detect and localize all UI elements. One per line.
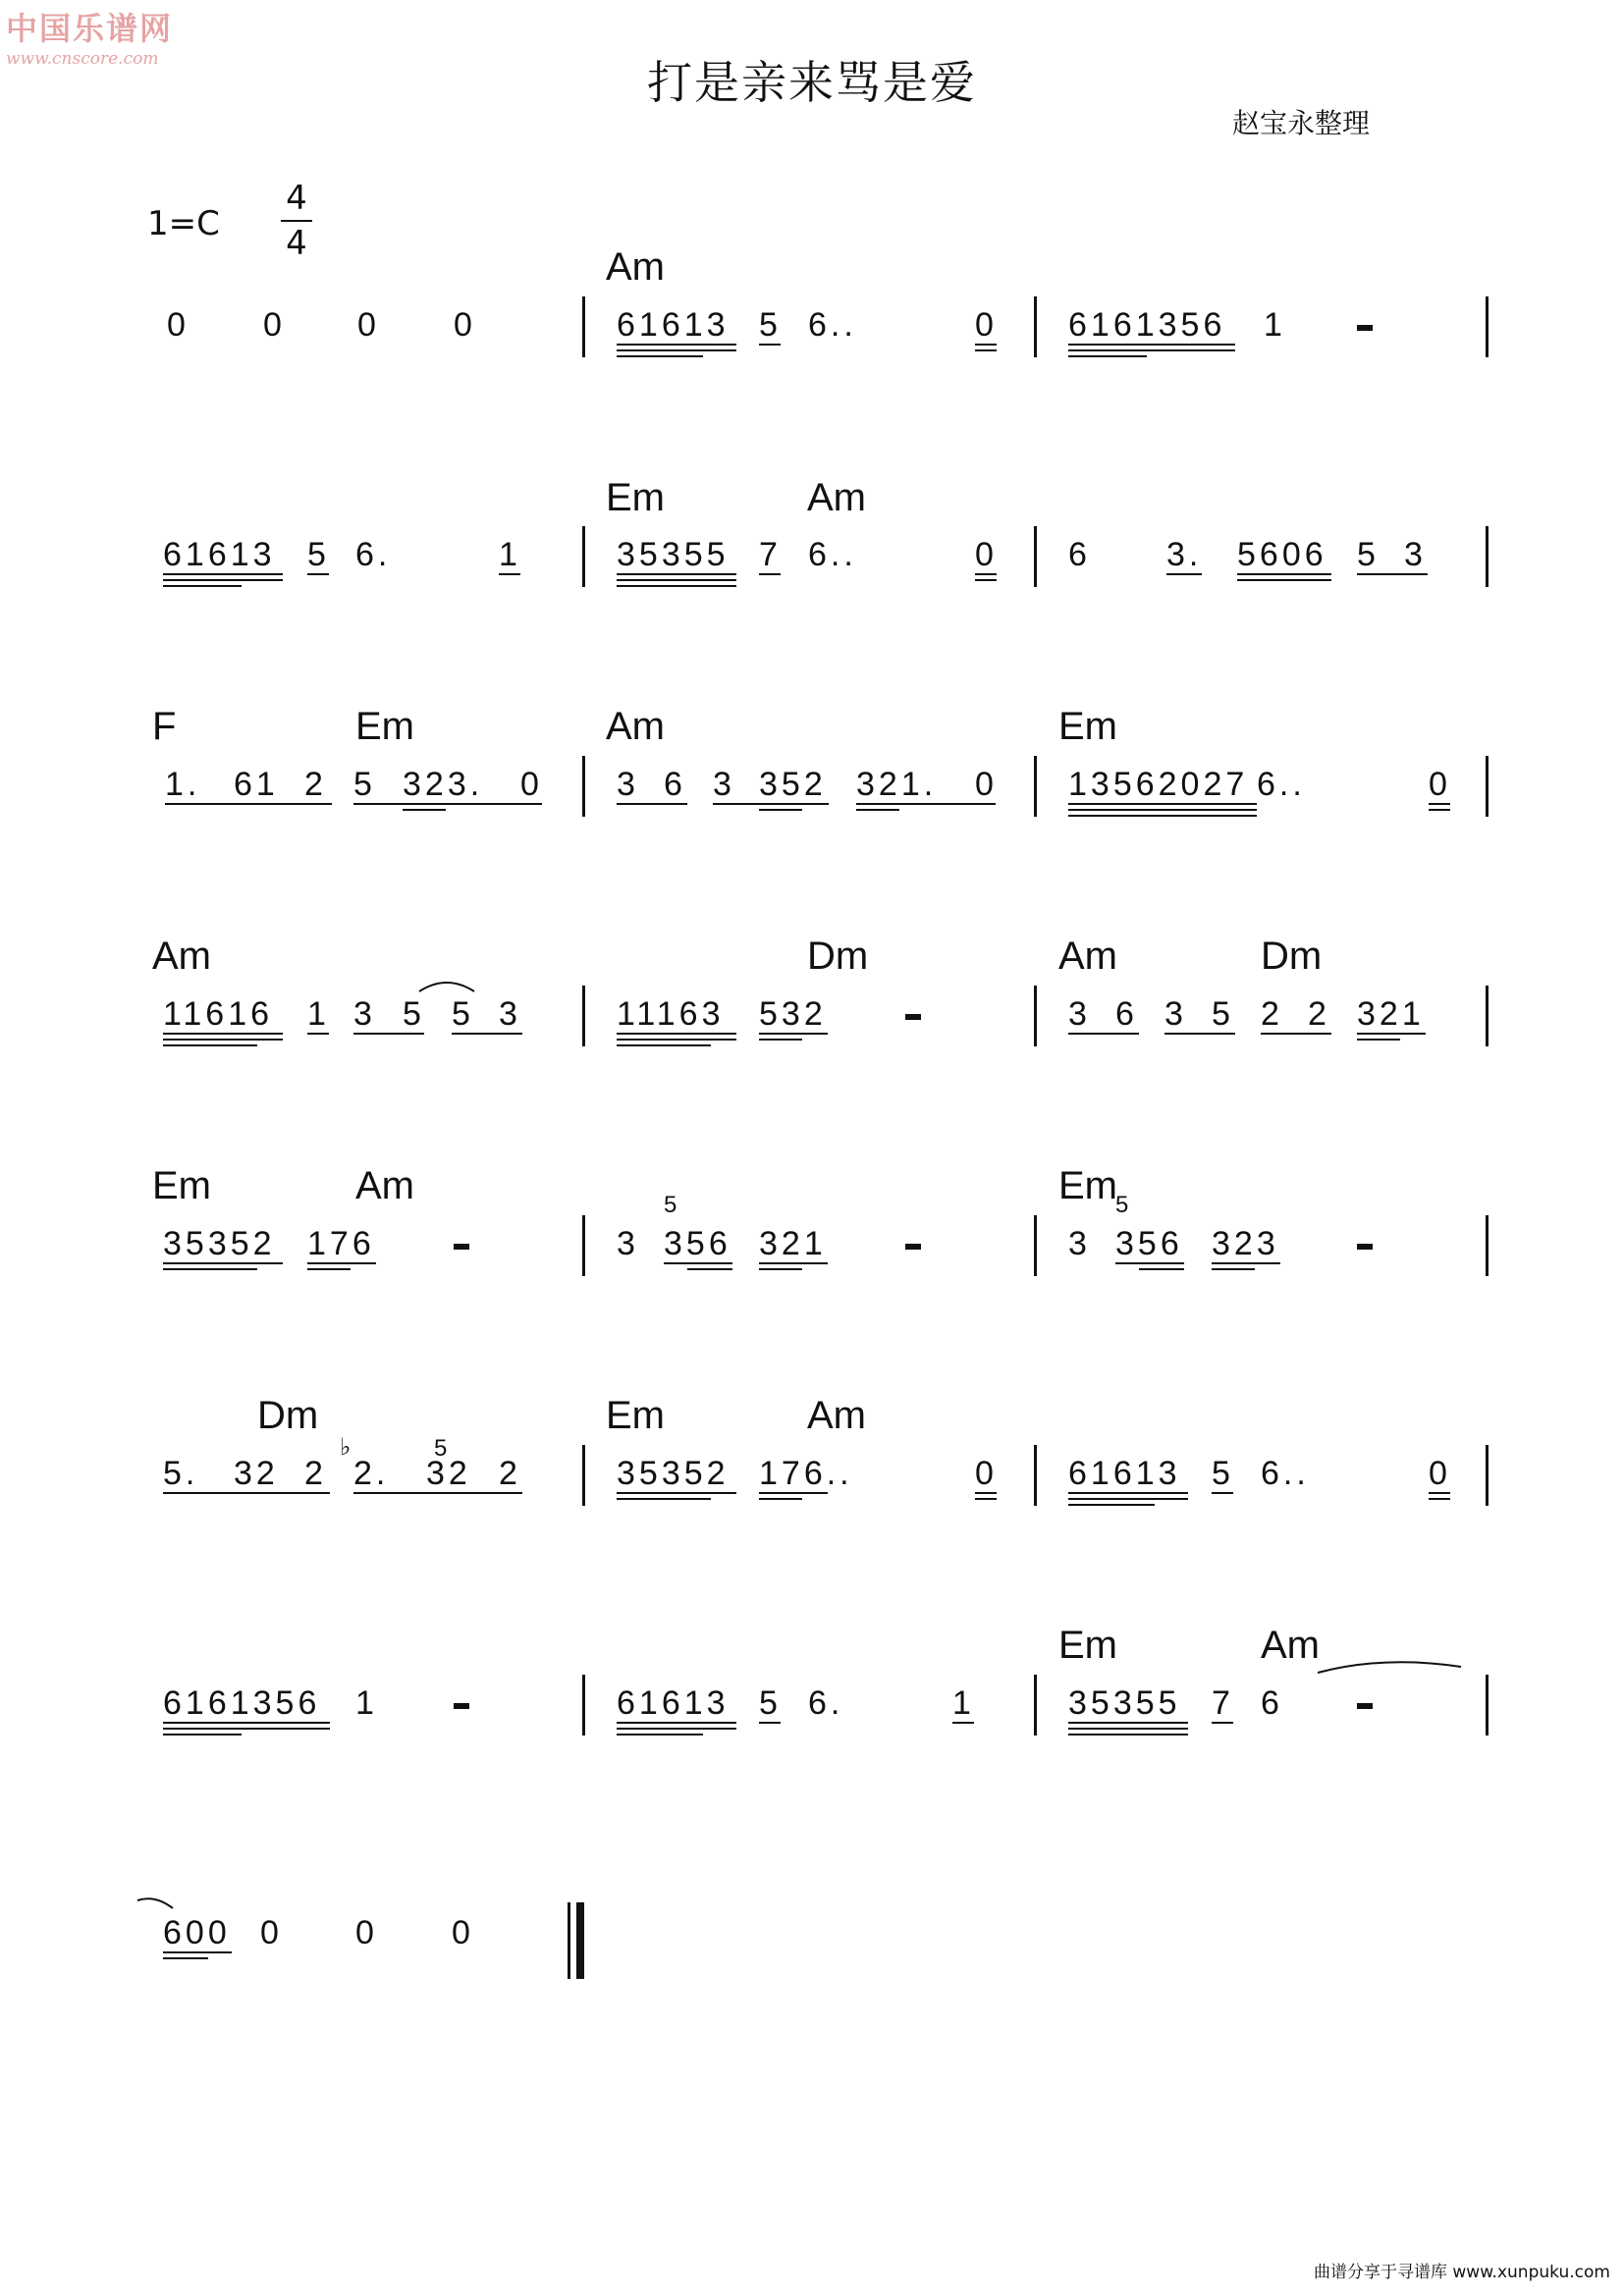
sustain-dash (1357, 1703, 1373, 1709)
beam (617, 1498, 711, 1500)
barline (582, 1675, 585, 1735)
beam (617, 344, 736, 346)
note: 5. (163, 1455, 199, 1492)
sustain-dash (1357, 1244, 1373, 1250)
beam (617, 573, 736, 575)
chord: Em (606, 1394, 665, 1437)
beam (353, 803, 542, 805)
note: 0 (975, 536, 998, 573)
beam (617, 1734, 703, 1735)
final-barline-thin (568, 1902, 570, 1979)
beam (1068, 809, 1257, 811)
note: 6 (1068, 536, 1091, 573)
beam (1166, 573, 1202, 575)
note: 356 (1115, 1225, 1183, 1262)
beam (617, 1044, 711, 1046)
barline (582, 296, 585, 357)
note: 5 (307, 536, 330, 573)
beam (1068, 1033, 1139, 1035)
note: 356 (664, 1225, 731, 1262)
chord: Am (1058, 934, 1117, 978)
barline (1486, 1445, 1489, 1506)
beam (975, 344, 997, 346)
note: 61613 (617, 1684, 730, 1722)
chord: Dm (807, 934, 869, 978)
note: 176 (307, 1225, 375, 1262)
chord: Em (355, 705, 414, 748)
note: 3 (617, 1225, 639, 1262)
note: 0 (454, 306, 476, 344)
beam (163, 585, 242, 587)
sustain-dash (905, 1244, 921, 1250)
beam (617, 579, 736, 581)
beam (975, 349, 997, 351)
note: 35352 (617, 1455, 730, 1492)
beam (1261, 1033, 1331, 1035)
beam (617, 355, 703, 357)
beam (1068, 815, 1257, 817)
beam (759, 1498, 802, 1500)
beam (163, 573, 283, 575)
beam (307, 1033, 329, 1035)
beam (163, 1268, 257, 1270)
note: 321 (759, 1225, 827, 1262)
barline (582, 986, 585, 1046)
beam (1068, 1722, 1188, 1724)
beam (617, 1039, 736, 1041)
beam (713, 803, 829, 805)
note: 0 (975, 306, 998, 344)
beam (1212, 1492, 1233, 1494)
note: 6. (355, 536, 392, 573)
note: 2 (304, 1455, 327, 1492)
beam (952, 1722, 974, 1724)
note: 5 (1212, 1455, 1234, 1492)
barline (1486, 526, 1489, 587)
beam (307, 1268, 351, 1270)
beam (1068, 803, 1257, 805)
key-signature: 1=C (147, 204, 220, 243)
chord: Dm (1261, 934, 1323, 978)
sustain-dash (1357, 325, 1373, 331)
beam (759, 809, 802, 811)
note: 3 (617, 766, 639, 803)
chord: Em (606, 476, 665, 519)
beam (165, 803, 332, 805)
note: 6.. (1261, 1455, 1310, 1492)
barline (1486, 986, 1489, 1046)
note: 6 (664, 766, 686, 803)
beam (163, 1039, 283, 1041)
note: 0 (355, 1914, 378, 1951)
beam (1429, 809, 1450, 811)
note: 0 (1429, 1455, 1451, 1492)
beam (1429, 1492, 1450, 1494)
chord: Dm (257, 1394, 319, 1437)
note: 6. (808, 1684, 844, 1722)
note: 323 (1212, 1225, 1279, 1262)
watermark-url: www.cnscore.com (6, 49, 159, 69)
beam (687, 1268, 732, 1270)
beam (1429, 803, 1450, 805)
chord: Am (807, 1394, 866, 1437)
beam (1068, 344, 1235, 346)
beam (617, 1728, 736, 1730)
chord: Em (1058, 1624, 1117, 1667)
beam (163, 1734, 242, 1735)
grace-note: 5 (664, 1192, 677, 1218)
beam (617, 1033, 736, 1035)
barline (1486, 1215, 1489, 1276)
beam (975, 579, 997, 581)
note: 3. (1166, 536, 1203, 573)
beam (975, 1492, 997, 1494)
chord: Am (355, 1164, 414, 1207)
note: 3 (1068, 995, 1091, 1033)
barline (1486, 1675, 1489, 1735)
note: 0 (263, 306, 286, 344)
note: 61613 (617, 306, 730, 344)
chord: Am (606, 705, 665, 748)
beam (1139, 1268, 1184, 1270)
beam (759, 573, 781, 575)
barline (1034, 526, 1037, 587)
beam (1357, 573, 1428, 575)
note: 5 (1212, 995, 1234, 1033)
chord: Em (1058, 1164, 1117, 1207)
beam (1237, 573, 1331, 575)
note: 35352 (163, 1225, 276, 1262)
note: 0 (1429, 766, 1451, 803)
note: 7 (1212, 1684, 1234, 1722)
beam (163, 1262, 283, 1264)
note: 1 (1264, 306, 1286, 344)
beam (1068, 1504, 1155, 1506)
note: 5 (759, 306, 782, 344)
note: 6 (1115, 995, 1138, 1033)
time-signature-bottom: 4 (286, 224, 307, 263)
note: 6.. (1257, 766, 1306, 803)
barline (1486, 756, 1489, 817)
beam (353, 1033, 424, 1035)
barline (1034, 1675, 1037, 1735)
chord: Am (807, 476, 866, 519)
note: 321 (1357, 995, 1425, 1033)
beam (1068, 1728, 1188, 1730)
note: 1 (499, 536, 521, 573)
barline (1034, 296, 1037, 357)
beam (163, 1728, 330, 1730)
note: 5 (452, 995, 474, 1033)
note: 1 (952, 1684, 975, 1722)
beam (163, 1044, 257, 1046)
grace-note: 5 (1115, 1192, 1129, 1218)
beam (1237, 579, 1331, 581)
flat-sign: ♭ (340, 1434, 352, 1461)
note: 176.. (759, 1455, 853, 1492)
beam (1068, 355, 1147, 357)
barline (1034, 1215, 1037, 1276)
beam (759, 1268, 802, 1270)
footer-credit: 曲谱分享于寻谱库 www.xunpuku.com (1314, 2263, 1610, 2282)
note: 11163 (617, 995, 725, 1033)
note: 0 (167, 306, 189, 344)
beam (163, 1957, 208, 1959)
barline (1034, 756, 1037, 817)
note: 2. (353, 1455, 390, 1492)
chord: F (152, 705, 177, 748)
note: 0 (260, 1914, 283, 1951)
note: 6161356 (1068, 306, 1226, 344)
beam (1357, 1039, 1400, 1041)
sustain-dash (905, 1014, 921, 1020)
note: 1. (165, 766, 201, 803)
tie-arc (417, 976, 476, 995)
note: 3 (713, 766, 735, 803)
note: 600 (163, 1914, 231, 1951)
beam (617, 585, 736, 587)
beam (759, 1033, 828, 1035)
grace-note: 5 (434, 1435, 448, 1462)
note: 5 (353, 766, 376, 803)
beam (759, 1039, 802, 1041)
note: 532 (759, 995, 827, 1033)
beam (1212, 1262, 1280, 1264)
final-barline-thick (576, 1902, 584, 1979)
barline (1034, 986, 1037, 1046)
beam (163, 1722, 330, 1724)
note: 61613 (1068, 1455, 1181, 1492)
note: 1 (307, 995, 330, 1033)
beam (353, 1492, 522, 1494)
time-signature (277, 177, 316, 265)
note: 35355 (617, 536, 730, 573)
beam (759, 344, 781, 346)
note: 6 (1261, 1684, 1283, 1722)
note: 0 (520, 766, 543, 803)
note: 5606 (1237, 536, 1327, 573)
note: 2 (1261, 995, 1283, 1033)
note: 5 (759, 1684, 782, 1722)
note: 32 (234, 1455, 279, 1492)
note: 6161356 (163, 1684, 321, 1722)
beam (163, 579, 283, 581)
note: 323. (403, 766, 484, 803)
beam (975, 1498, 997, 1500)
beam (163, 1951, 232, 1953)
note: 5 (403, 995, 425, 1033)
score-title: 打是亲来骂是爱 (647, 56, 977, 109)
barline (582, 756, 585, 817)
note: 2 (499, 1455, 521, 1492)
chord: Am (152, 934, 211, 978)
beam (617, 1722, 736, 1724)
beam (975, 573, 997, 575)
time-signature-top: 4 (286, 179, 307, 218)
beam (452, 1033, 522, 1035)
beam (1164, 1033, 1235, 1035)
note: 3 (1164, 995, 1187, 1033)
beam (1068, 1498, 1188, 1500)
beam (307, 573, 329, 575)
beam (1429, 1498, 1450, 1500)
note: 11616 (163, 995, 274, 1033)
note: 3 (499, 995, 521, 1033)
note: 2 (304, 766, 327, 803)
beam (617, 1492, 736, 1494)
tie-arc (135, 1895, 175, 1914)
note: 3 (1068, 1225, 1091, 1262)
note: 3 (1404, 536, 1427, 573)
note: 0 (452, 1914, 474, 1951)
note: 61 (234, 766, 279, 803)
beam (617, 803, 687, 805)
note: 1 (355, 1684, 378, 1722)
barline (582, 1445, 585, 1506)
beam (759, 1492, 828, 1494)
beam (1068, 349, 1235, 351)
note: 32 (426, 1455, 471, 1492)
note: 6.. (808, 536, 857, 573)
note: 0 (975, 1455, 998, 1492)
beam (163, 1033, 283, 1035)
beam (403, 809, 446, 811)
beam (307, 1262, 376, 1264)
note: 61613 (163, 536, 276, 573)
note: 35355 (1068, 1684, 1181, 1722)
note: 352 (759, 766, 827, 803)
beam (163, 1492, 330, 1494)
sustain-dash (454, 1703, 469, 1709)
chord: Em (1058, 705, 1117, 748)
note: 13562027 (1068, 766, 1249, 803)
barline (582, 526, 585, 587)
barline (1486, 296, 1489, 357)
note: 5 (1357, 536, 1380, 573)
beam (759, 1262, 828, 1264)
beam (1068, 1492, 1188, 1494)
beam (1115, 1262, 1184, 1264)
beam (1212, 1268, 1255, 1270)
barline (1034, 1445, 1037, 1506)
beam (499, 573, 520, 575)
beam (1068, 1734, 1188, 1735)
note: 3 (353, 995, 376, 1033)
note: 7 (759, 536, 782, 573)
note: 6.. (808, 306, 857, 344)
beam (664, 1262, 732, 1264)
note: 321. (856, 766, 938, 803)
beam (1357, 1033, 1426, 1035)
sustain-dash (454, 1244, 469, 1250)
chord: Em (152, 1164, 211, 1207)
barline (582, 1215, 585, 1276)
beam (856, 809, 899, 811)
chord: Am (606, 245, 665, 289)
beam (1212, 1722, 1233, 1724)
note: 0 (357, 306, 380, 344)
watermark-logo: 中国乐谱网 (6, 10, 174, 47)
note: 2 (1308, 995, 1330, 1033)
beam (617, 349, 736, 351)
chord: Am (1261, 1624, 1320, 1667)
beam (759, 1722, 781, 1724)
note: 0 (975, 766, 998, 803)
arranger-credit: 赵宝永整理 (1232, 107, 1371, 139)
tie-arc (1316, 1659, 1463, 1679)
